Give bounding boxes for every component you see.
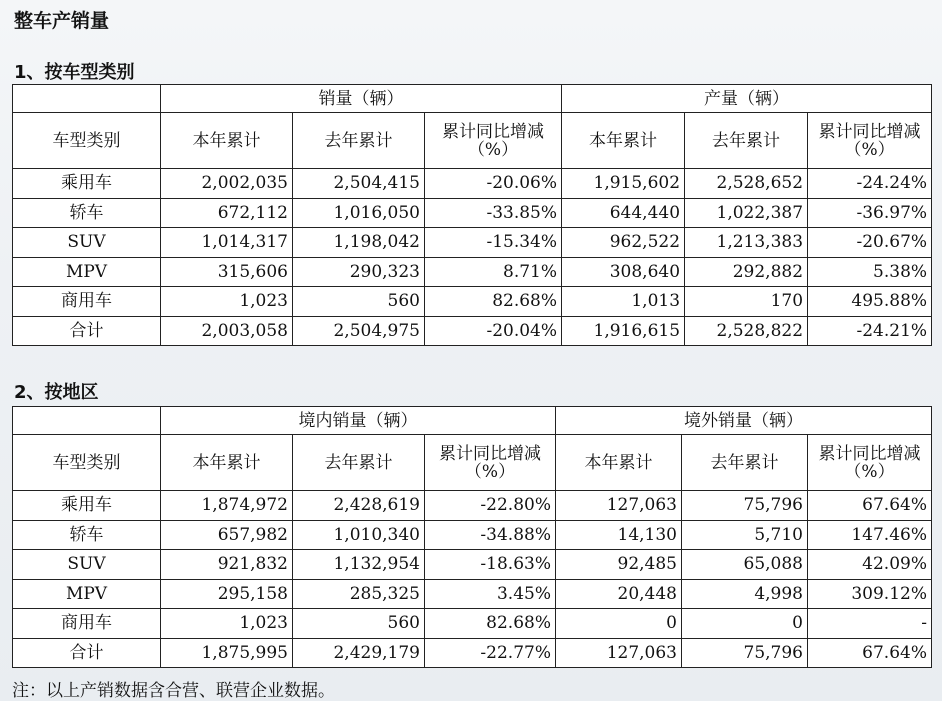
cell-overseas-this-year: 127,063 bbox=[556, 638, 682, 668]
table-row bbox=[13, 316, 932, 346]
cell-overseas-change: 42.09% bbox=[808, 550, 932, 580]
cell-category: 乘用车 bbox=[13, 169, 161, 199]
header-sales-group: 销量（辆） bbox=[161, 85, 562, 113]
header-blank bbox=[13, 85, 161, 113]
cell-sales-last-year: 2,504,415 bbox=[293, 169, 425, 199]
cell-overseas-this-year: 14,130 bbox=[556, 520, 682, 550]
cell-domestic-change: -18.63% bbox=[425, 550, 556, 580]
cell-sales-change: -33.85% bbox=[425, 198, 562, 228]
cell-category: MPV bbox=[13, 257, 161, 287]
header-sales-last-year: 去年累计 bbox=[293, 113, 425, 169]
cell-sales-change: -20.04% bbox=[425, 316, 562, 346]
table-row bbox=[13, 228, 932, 258]
header-production-change: 累计同比增减（%） bbox=[808, 113, 932, 169]
cell-category: 商用车 bbox=[13, 287, 161, 317]
cell-sales-this-year: 1,014,317 bbox=[161, 228, 293, 258]
cell-overseas-change: 147.46% bbox=[808, 520, 932, 550]
cell-sales-this-year: 672,112 bbox=[161, 198, 293, 228]
page-title: 整车产销量 bbox=[14, 10, 110, 32]
cell-production-change: 5.38% bbox=[808, 257, 932, 287]
header-production-this-year: 本年累计 bbox=[562, 113, 685, 169]
cell-category: 轿车 bbox=[13, 198, 161, 228]
table-row bbox=[13, 579, 932, 609]
cell-overseas-change: - bbox=[808, 609, 932, 639]
cell-sales-last-year: 290,323 bbox=[293, 257, 425, 287]
cell-overseas-this-year: 0 bbox=[556, 609, 682, 639]
cell-production-change: 495.88% bbox=[808, 287, 932, 317]
cell-sales-change: -20.06% bbox=[425, 169, 562, 199]
cell-overseas-this-year: 20,448 bbox=[556, 579, 682, 609]
cell-sales-this-year: 2,002,035 bbox=[161, 169, 293, 199]
table-row bbox=[13, 609, 932, 639]
table-row bbox=[13, 491, 932, 521]
cell-production-last-year: 292,882 bbox=[685, 257, 808, 287]
table-by-region bbox=[12, 406, 932, 668]
cell-domestic-last-year: 1,132,954 bbox=[293, 550, 425, 580]
section-title-by-type: 1、按车型类别 bbox=[14, 62, 135, 83]
section-title-by-region: 2、按地区 bbox=[14, 382, 99, 403]
cell-sales-last-year: 560 bbox=[293, 287, 425, 317]
header-category: 车型类别 bbox=[13, 113, 161, 169]
cell-domestic-this-year: 1,023 bbox=[161, 609, 293, 639]
header-blank bbox=[13, 407, 161, 435]
cell-sales-change: -15.34% bbox=[425, 228, 562, 258]
header-domestic-last-year: 去年累计 bbox=[293, 435, 425, 491]
cell-production-change: -20.67% bbox=[808, 228, 932, 258]
header-overseas-this-year: 本年累计 bbox=[556, 435, 682, 491]
cell-production-this-year: 644,440 bbox=[562, 198, 685, 228]
cell-domestic-last-year: 2,428,619 bbox=[293, 491, 425, 521]
cell-category: 乘用车 bbox=[13, 491, 161, 521]
cell-sales-change: 8.71% bbox=[425, 257, 562, 287]
cell-sales-change: 82.68% bbox=[425, 287, 562, 317]
cell-domestic-change: 82.68% bbox=[425, 609, 556, 639]
header-domestic-group: 境内销量（辆） bbox=[161, 407, 556, 435]
cell-domestic-change: -22.80% bbox=[425, 491, 556, 521]
cell-sales-this-year: 1,023 bbox=[161, 287, 293, 317]
table-row bbox=[13, 198, 932, 228]
cell-overseas-this-year: 127,063 bbox=[556, 491, 682, 521]
cell-production-last-year: 170 bbox=[685, 287, 808, 317]
header-overseas-last-year: 去年累计 bbox=[682, 435, 808, 491]
cell-production-change: -36.97% bbox=[808, 198, 932, 228]
cell-overseas-last-year: 75,796 bbox=[682, 638, 808, 668]
cell-domestic-this-year: 295,158 bbox=[161, 579, 293, 609]
cell-overseas-change: 67.64% bbox=[808, 638, 932, 668]
table-row bbox=[13, 257, 932, 287]
cell-category: MPV bbox=[13, 579, 161, 609]
cell-overseas-last-year: 0 bbox=[682, 609, 808, 639]
footnote: 注：以上产销数据含合营、联营企业数据。 bbox=[12, 681, 335, 701]
cell-domestic-change: -34.88% bbox=[425, 520, 556, 550]
cell-sales-last-year: 1,198,042 bbox=[293, 228, 425, 258]
cell-production-last-year: 1,213,383 bbox=[685, 228, 808, 258]
cell-category: 合计 bbox=[13, 316, 161, 346]
cell-category: SUV bbox=[13, 228, 161, 258]
cell-production-change: -24.24% bbox=[808, 169, 932, 199]
cell-domestic-last-year: 1,010,340 bbox=[293, 520, 425, 550]
cell-production-this-year: 1,916,615 bbox=[562, 316, 685, 346]
cell-overseas-this-year: 92,485 bbox=[556, 550, 682, 580]
cell-overseas-last-year: 5,710 bbox=[682, 520, 808, 550]
cell-domestic-last-year: 285,325 bbox=[293, 579, 425, 609]
cell-sales-this-year: 2,003,058 bbox=[161, 316, 293, 346]
cell-domestic-change: 3.45% bbox=[425, 579, 556, 609]
cell-overseas-change: 309.12% bbox=[808, 579, 932, 609]
cell-production-this-year: 1,915,602 bbox=[562, 169, 685, 199]
cell-overseas-last-year: 4,998 bbox=[682, 579, 808, 609]
cell-sales-last-year: 1,016,050 bbox=[293, 198, 425, 228]
cell-sales-last-year: 2,504,975 bbox=[293, 316, 425, 346]
header-production-last-year: 去年累计 bbox=[685, 113, 808, 169]
table-row bbox=[13, 638, 932, 668]
cell-production-last-year: 2,528,822 bbox=[685, 316, 808, 346]
table-row bbox=[13, 520, 932, 550]
cell-production-this-year: 962,522 bbox=[562, 228, 685, 258]
table-row bbox=[13, 169, 932, 199]
cell-overseas-last-year: 75,796 bbox=[682, 491, 808, 521]
header-production-group: 产量（辆） bbox=[562, 85, 932, 113]
cell-domestic-this-year: 657,982 bbox=[161, 520, 293, 550]
table-row bbox=[13, 287, 932, 317]
cell-production-last-year: 2,528,652 bbox=[685, 169, 808, 199]
cell-production-this-year: 308,640 bbox=[562, 257, 685, 287]
cell-overseas-last-year: 65,088 bbox=[682, 550, 808, 580]
cell-domestic-this-year: 921,832 bbox=[161, 550, 293, 580]
header-overseas-group: 境外销量（辆） bbox=[556, 407, 932, 435]
table-by-vehicle-type bbox=[12, 84, 932, 346]
cell-overseas-change: 67.64% bbox=[808, 491, 932, 521]
cell-domestic-last-year: 2,429,179 bbox=[293, 638, 425, 668]
cell-sales-this-year: 315,606 bbox=[161, 257, 293, 287]
cell-domestic-this-year: 1,874,972 bbox=[161, 491, 293, 521]
header-domestic-change: 累计同比增减（%） bbox=[425, 435, 556, 491]
header-overseas-change: 累计同比增减（%） bbox=[808, 435, 932, 491]
cell-category: SUV bbox=[13, 550, 161, 580]
cell-production-last-year: 1,022,387 bbox=[685, 198, 808, 228]
header-sales-change: 累计同比增减（%） bbox=[425, 113, 562, 169]
cell-domestic-last-year: 560 bbox=[293, 609, 425, 639]
cell-category: 合计 bbox=[13, 638, 161, 668]
header-category: 车型类别 bbox=[13, 435, 161, 491]
cell-production-this-year: 1,013 bbox=[562, 287, 685, 317]
cell-production-change: -24.21% bbox=[808, 316, 932, 346]
header-domestic-this-year: 本年累计 bbox=[161, 435, 293, 491]
cell-domestic-this-year: 1,875,995 bbox=[161, 638, 293, 668]
header-sales-this-year: 本年累计 bbox=[161, 113, 293, 169]
table-row bbox=[13, 550, 932, 580]
cell-category: 轿车 bbox=[13, 520, 161, 550]
cell-category: 商用车 bbox=[13, 609, 161, 639]
cell-domestic-change: -22.77% bbox=[425, 638, 556, 668]
